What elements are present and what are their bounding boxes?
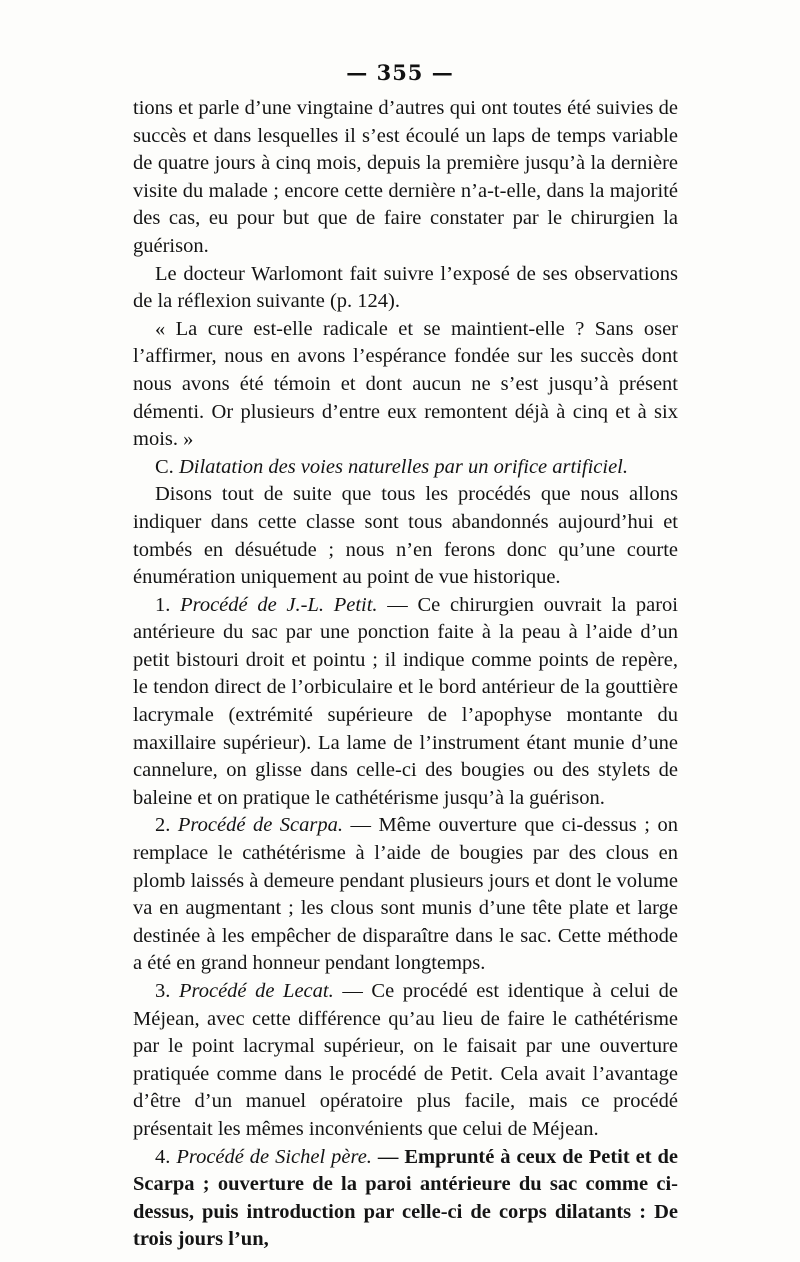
section-label: C. [155, 455, 174, 478]
item-number: 4. [155, 1145, 171, 1168]
item-number: 3. [155, 980, 171, 1002]
item-text: — Même ouverture que ci-dessus ; on remplace le cathétérisme à l’aide de bougies par des clous en plomb laissés à demeure pendant plusieurs jours et dont le volume va en augmentant ; les clous sont munis d’une tête plate et large destinée à les empêcher de disparaître dans le sac. Cette méthode a été en grand honneur pendant longtemps. [133, 814, 678, 975]
item-number: 1. [155, 593, 171, 616]
section-title: Dilatation des voies naturelles par un orifice artificiel. [178, 455, 628, 478]
procedure-item-sichel [133, 1144, 678, 1254]
section-heading-c [133, 454, 678, 482]
procedure-item-lecat [133, 978, 678, 1144]
procedure-item-petit [133, 592, 678, 813]
page-number-header: — 355 — [346, 60, 454, 85]
paragraph-continuation: tions et parle d’une vingtaine d’autres qui ont toutes été suivies de succès et dans lesquelles il s’est écoulé un laps de temps variable de quatre jours à cinq mois, depuis la première jusqu’à la dernière visite du malade ; encore cette dernière n’a-t-elle, dans la majorité des cas, eu pour but que de faire constater par le chirurgien la guérison. [133, 97, 678, 257]
item-title: Procédé de Sichel père. [176, 1145, 372, 1168]
item-text: — Ce chirurgien ouvrait la paroi antérieure du sac par une ponction faite à la peau à l’aide d’un petit bistouri droit et pointu ; il indique comme points de repère, le tendon direct de l’orbiculaire et le bord antérieur de la gouttière lacrymale (extrémité supérieure de l’apophyse montante du maxillaire supérieur). La lame de l’instrument étant munie d’une cannelure, on glisse dans celle-ci des bougies ou des stylets de baleine et on pratique le cathétérisme jusqu’à la guérison. [133, 593, 678, 809]
item-title: Procédé de Lecat. [178, 980, 334, 1002]
item-text: — Emprunté à ceux de Petit et de Scarpa ; ouverture de la paroi antérieure du sac comme ci-dessus, puis introduction par celle-ci de corps dilatants : De trois jours l’un, [133, 1145, 678, 1251]
paragraph-quotation: « La cure est-elle radicale et se maintient-elle ? Sans oser l’affirmer, nous en avons l’espérance fondée sur les succès dont nous avons été témoin et dont aucun ne s’est jusqu’à présent démenti. Or plusieurs d’entre eux remontent déjà à cinq et à six mois. » [133, 317, 678, 451]
item-text: — Ce procédé est identique à celui de Méjean, avec cette différence qu’au lieu de faire le cathétérisme par le point lacrymal supérieur, on le faisait par une ouverture pratiquée comme dans le procédé de Petit. Cela avait l’avantage d’être d’un manuel opératoire plus facile, mais ce procédé présentait les mêmes inconvénients que celui de Méjean. [133, 980, 678, 1140]
body-text [133, 95, 678, 1254]
paragraph-intro-procedures: Disons tout de suite que tous les procédés que nous allons indiquer dans cette classe sont tous abandonnés aujourd’hui et tombés en désuétude ; nous n’en ferons donc qu’une courte énumération uniquement au point de vue historique. [133, 483, 678, 589]
paragraph-warlomont: Le docteur Warlomont fait suivre l’exposé de ses observations de la réflexion suivante (p. 124). [133, 262, 678, 313]
item-number: 2. [155, 814, 171, 837]
procedure-item-scarpa [133, 812, 678, 978]
item-title: Procédé de Scarpa. [177, 814, 344, 837]
item-title: Procédé de J.-L. Petit. [180, 593, 378, 616]
